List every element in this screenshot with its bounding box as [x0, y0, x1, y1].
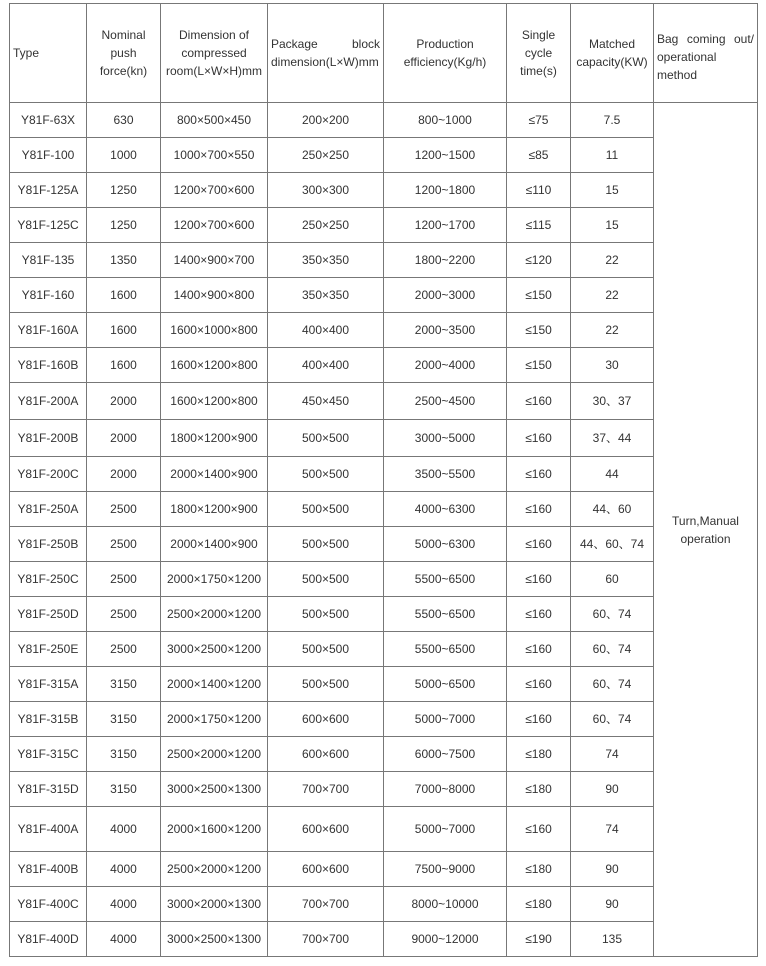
cell-package-dimension: 500×500 — [268, 597, 384, 632]
header-line: cycle — [524, 46, 553, 60]
cell-room-dimension: 2000×1400×900 — [161, 527, 268, 562]
cell-efficiency: 3000~5000 — [384, 420, 507, 457]
cell-efficiency: 5000~7000 — [384, 807, 507, 852]
cell-type: Y81F-125A — [10, 173, 87, 208]
cell-package-dimension: 500×500 — [268, 667, 384, 702]
cell-capacity: 90 — [571, 887, 654, 922]
header-line: Bag coming out/ — [657, 32, 754, 46]
table-row — [10, 887, 758, 922]
header-line: room(L×W×H)mm — [165, 64, 262, 78]
cell-package-dimension: 700×700 — [268, 887, 384, 922]
cell-package-dimension: 250×250 — [268, 208, 384, 243]
cell-push-force: 1350 — [87, 243, 161, 278]
cell-type: Y81F-315A — [10, 667, 87, 702]
table-row — [10, 383, 758, 420]
cell-cycle-time: ≤160 — [507, 562, 571, 597]
cell-capacity: 37、44 — [571, 420, 654, 457]
cell-package-dimension: 500×500 — [268, 562, 384, 597]
cell-capacity: 74 — [571, 807, 654, 852]
cell-capacity: 30 — [571, 348, 654, 383]
cell-efficiency: 5000~6300 — [384, 527, 507, 562]
cell-package-dimension: 500×500 — [268, 632, 384, 667]
cell-room-dimension: 1200×700×600 — [161, 208, 268, 243]
header-line: Dimension of — [178, 28, 250, 42]
cell-push-force: 2000 — [87, 420, 161, 457]
cell-type: Y81F-400A — [10, 807, 87, 852]
cell-bag-method — [654, 103, 758, 957]
cell-package-dimension: 400×400 — [268, 348, 384, 383]
table-row — [10, 348, 758, 383]
cell-cycle-time: ≤180 — [507, 887, 571, 922]
cell-room-dimension: 1600×1000×800 — [161, 313, 268, 348]
cell-package-dimension: 500×500 — [268, 492, 384, 527]
cell-cycle-time: ≤180 — [507, 852, 571, 887]
cell-push-force: 2000 — [87, 457, 161, 492]
cell-push-force: 3150 — [87, 772, 161, 807]
table-row — [10, 807, 758, 852]
cell-efficiency: 2500~4500 — [384, 383, 507, 420]
cell-efficiency: 6000~7500 — [384, 737, 507, 772]
table-row — [10, 737, 758, 772]
cell-capacity: 11 — [571, 138, 654, 173]
table-row — [10, 772, 758, 807]
cell-package-dimension: 500×500 — [268, 457, 384, 492]
cell-cycle-time: ≤190 — [507, 922, 571, 957]
cell-efficiency: 5500~6500 — [384, 562, 507, 597]
cell-push-force: 3150 — [87, 702, 161, 737]
cell-capacity: 22 — [571, 313, 654, 348]
cell-cycle-time: ≤160 — [507, 457, 571, 492]
header-line: Package block — [271, 37, 380, 51]
cell-cycle-time: ≤180 — [507, 772, 571, 807]
header-line: Nominal — [101, 28, 146, 42]
cell-capacity: 7.5 — [571, 103, 654, 138]
cell-type: Y81F-160B — [10, 348, 87, 383]
cell-type: Y81F-250E — [10, 632, 87, 667]
cell-efficiency: 9000~12000 — [384, 922, 507, 957]
cell-efficiency: 5500~6500 — [384, 632, 507, 667]
cell-efficiency: 1200~1700 — [384, 208, 507, 243]
cell-room-dimension: 2000×1750×1200 — [161, 702, 268, 737]
cell-push-force: 2500 — [87, 632, 161, 667]
cell-efficiency: 800~1000 — [384, 103, 507, 138]
cell-cycle-time: ≤160 — [507, 420, 571, 457]
cell-push-force: 1600 — [87, 348, 161, 383]
cell-room-dimension: 3000×2500×1300 — [161, 922, 268, 957]
cell-efficiency: 1800~2200 — [384, 243, 507, 278]
cell-efficiency: 5500~6500 — [384, 597, 507, 632]
cell-room-dimension: 1800×1200×900 — [161, 492, 268, 527]
cell-efficiency: 7500~9000 — [384, 852, 507, 887]
cell-room-dimension: 800×500×450 — [161, 103, 268, 138]
cell-capacity: 60、74 — [571, 632, 654, 667]
cell-capacity: 30、37 — [571, 383, 654, 420]
cell-type: Y81F-200A — [10, 383, 87, 420]
cell-type: Y81F-400C — [10, 887, 87, 922]
header-efficiency — [384, 4, 507, 103]
cell-cycle-time: ≤110 — [507, 173, 571, 208]
header-line: compressed — [181, 46, 247, 60]
cell-push-force: 4000 — [87, 887, 161, 922]
cell-type: Y81F-160 — [10, 278, 87, 313]
cell-capacity: 74 — [571, 737, 654, 772]
cell-type: Y81F-250B — [10, 527, 87, 562]
cell-type: Y81F-135 — [10, 243, 87, 278]
table-row — [10, 492, 758, 527]
cell-type: Y81F-100 — [10, 138, 87, 173]
cell-capacity: 60、74 — [571, 667, 654, 702]
header-package-dimension — [268, 4, 384, 103]
cell-package-dimension: 600×600 — [268, 737, 384, 772]
table-row — [10, 667, 758, 702]
cell-type: Y81F-200C — [10, 457, 87, 492]
cell-type: Y81F-125C — [10, 208, 87, 243]
header-line: dimension(L×W)mm — [271, 55, 379, 69]
cell-package-dimension: 700×700 — [268, 922, 384, 957]
cell-cycle-time: ≤150 — [507, 278, 571, 313]
cell-cycle-time: ≤160 — [507, 492, 571, 527]
header-capacity — [571, 4, 654, 103]
table-row — [10, 138, 758, 173]
cell-cycle-time: ≤150 — [507, 348, 571, 383]
cell-efficiency: 5000~6500 — [384, 667, 507, 702]
cell-push-force: 1600 — [87, 313, 161, 348]
cell-type: Y81F-250C — [10, 562, 87, 597]
header-line: Production — [416, 37, 474, 51]
table-row — [10, 527, 758, 562]
table-row — [10, 173, 758, 208]
cell-room-dimension: 3000×2500×1300 — [161, 772, 268, 807]
cell-room-dimension: 2000×1400×1200 — [161, 667, 268, 702]
cell-cycle-time: ≤75 — [507, 103, 571, 138]
cell-type: Y81F-315C — [10, 737, 87, 772]
cell-type: Y81F-200B — [10, 420, 87, 457]
cell-package-dimension: 600×600 — [268, 702, 384, 737]
bag-method-line: operation — [680, 531, 731, 546]
header-line: capacity(KW) — [576, 55, 648, 69]
cell-package-dimension: 300×300 — [268, 173, 384, 208]
cell-capacity: 15 — [571, 208, 654, 243]
cell-room-dimension: 2500×2000×1200 — [161, 597, 268, 632]
cell-room-dimension: 3000×2500×1200 — [161, 632, 268, 667]
cell-capacity: 60 — [571, 562, 654, 597]
cell-room-dimension: 1400×900×800 — [161, 278, 268, 313]
cell-capacity: 15 — [571, 173, 654, 208]
cell-push-force: 4000 — [87, 807, 161, 852]
cell-cycle-time: ≤85 — [507, 138, 571, 173]
cell-cycle-time: ≤160 — [507, 807, 571, 852]
header-line: operational — [657, 50, 717, 64]
cell-push-force: 2500 — [87, 527, 161, 562]
cell-package-dimension: 450×450 — [268, 383, 384, 420]
header-line: force(kn) — [99, 64, 148, 78]
cell-push-force: 2500 — [87, 562, 161, 597]
cell-package-dimension: 400×400 — [268, 313, 384, 348]
cell-type: Y81F-160A — [10, 313, 87, 348]
cell-room-dimension: 2000×1600×1200 — [161, 807, 268, 852]
cell-room-dimension: 1400×900×700 — [161, 243, 268, 278]
cell-room-dimension: 1200×700×600 — [161, 173, 268, 208]
cell-efficiency: 7000~8000 — [384, 772, 507, 807]
cell-efficiency: 2000~4000 — [384, 348, 507, 383]
cell-push-force: 2500 — [87, 492, 161, 527]
header-line: Single — [521, 28, 556, 42]
cell-package-dimension: 250×250 — [268, 138, 384, 173]
cell-push-force: 1000 — [87, 138, 161, 173]
table-row — [10, 208, 758, 243]
cell-cycle-time: ≤120 — [507, 243, 571, 278]
cell-efficiency: 1200~1800 — [384, 173, 507, 208]
cell-capacity: 90 — [571, 852, 654, 887]
table-row — [10, 852, 758, 887]
cell-push-force: 630 — [87, 103, 161, 138]
cell-cycle-time: ≤160 — [507, 632, 571, 667]
table-row — [10, 457, 758, 492]
table-row — [10, 562, 758, 597]
cell-room-dimension: 1600×1200×800 — [161, 348, 268, 383]
table-row — [10, 243, 758, 278]
cell-efficiency: 8000~10000 — [384, 887, 507, 922]
cell-push-force: 1600 — [87, 278, 161, 313]
cell-capacity: 60、74 — [571, 597, 654, 632]
cell-capacity: 44 — [571, 457, 654, 492]
cell-cycle-time: ≤150 — [507, 313, 571, 348]
cell-capacity: 22 — [571, 278, 654, 313]
table-row — [10, 632, 758, 667]
table-row — [10, 420, 758, 457]
cell-push-force: 3150 — [87, 667, 161, 702]
header-push-force — [87, 4, 161, 103]
header-room-dimension — [161, 4, 268, 103]
cell-room-dimension: 2000×1400×900 — [161, 457, 268, 492]
header-line: time(s) — [520, 64, 557, 78]
bag-method-line: Turn,Manual — [672, 513, 739, 528]
cell-package-dimension: 500×500 — [268, 527, 384, 562]
header-line: method — [657, 68, 698, 82]
cell-type: Y81F-400B — [10, 852, 87, 887]
cell-package-dimension: 600×600 — [268, 852, 384, 887]
cell-capacity: 44、60 — [571, 492, 654, 527]
cell-push-force: 4000 — [87, 922, 161, 957]
cell-type: Y81F-400D — [10, 922, 87, 957]
cell-capacity: 135 — [571, 922, 654, 957]
spec-table — [9, 3, 758, 957]
header-row — [10, 4, 758, 103]
header-line: Matched — [588, 37, 636, 51]
cell-efficiency: 4000~6300 — [384, 492, 507, 527]
header-type — [10, 4, 87, 103]
cell-cycle-time: ≤160 — [507, 383, 571, 420]
cell-package-dimension: 350×350 — [268, 278, 384, 313]
cell-efficiency: 1200~1500 — [384, 138, 507, 173]
cell-type: Y81F-250A — [10, 492, 87, 527]
cell-capacity: 44、60、74 — [571, 527, 654, 562]
cell-push-force: 2500 — [87, 597, 161, 632]
table-row — [10, 597, 758, 632]
cell-package-dimension: 200×200 — [268, 103, 384, 138]
cell-cycle-time: ≤115 — [507, 208, 571, 243]
cell-push-force: 3150 — [87, 737, 161, 772]
cell-capacity: 60、74 — [571, 702, 654, 737]
cell-room-dimension: 3000×2000×1300 — [161, 887, 268, 922]
cell-room-dimension: 2500×2000×1200 — [161, 852, 268, 887]
table-row — [10, 702, 758, 737]
table-row — [10, 278, 758, 313]
cell-room-dimension: 1800×1200×900 — [161, 420, 268, 457]
cell-efficiency: 2000~3500 — [384, 313, 507, 348]
cell-efficiency: 3500~5500 — [384, 457, 507, 492]
cell-room-dimension: 2500×2000×1200 — [161, 737, 268, 772]
table-row — [10, 103, 758, 138]
cell-efficiency: 2000~3000 — [384, 278, 507, 313]
cell-cycle-time: ≤160 — [507, 597, 571, 632]
header-bag-method — [654, 4, 758, 103]
header-cycle-time — [507, 4, 571, 103]
table-row — [10, 922, 758, 957]
header-type-text: Type — [13, 46, 40, 60]
cell-capacity: 90 — [571, 772, 654, 807]
cell-push-force: 1250 — [87, 173, 161, 208]
cell-room-dimension: 2000×1750×1200 — [161, 562, 268, 597]
cell-cycle-time: ≤180 — [507, 737, 571, 772]
cell-cycle-time: ≤160 — [507, 527, 571, 562]
cell-room-dimension: 1000×700×550 — [161, 138, 268, 173]
cell-package-dimension: 600×600 — [268, 807, 384, 852]
cell-package-dimension: 700×700 — [268, 772, 384, 807]
table-row — [10, 313, 758, 348]
cell-room-dimension: 1600×1200×800 — [161, 383, 268, 420]
cell-type: Y81F-315B — [10, 702, 87, 737]
cell-package-dimension: 500×500 — [268, 420, 384, 457]
cell-package-dimension: 350×350 — [268, 243, 384, 278]
cell-cycle-time: ≤160 — [507, 667, 571, 702]
table-body — [10, 4, 758, 957]
header-line: efficiency(Kg/h) — [403, 55, 487, 69]
cell-capacity: 22 — [571, 243, 654, 278]
cell-push-force: 4000 — [87, 852, 161, 887]
cell-push-force: 2000 — [87, 383, 161, 420]
cell-type: Y81F-63X — [10, 103, 87, 138]
cell-type: Y81F-315D — [10, 772, 87, 807]
cell-push-force: 1250 — [87, 208, 161, 243]
cell-type: Y81F-250D — [10, 597, 87, 632]
cell-efficiency: 5000~7000 — [384, 702, 507, 737]
header-line: push — [110, 46, 137, 60]
cell-cycle-time: ≤160 — [507, 702, 571, 737]
